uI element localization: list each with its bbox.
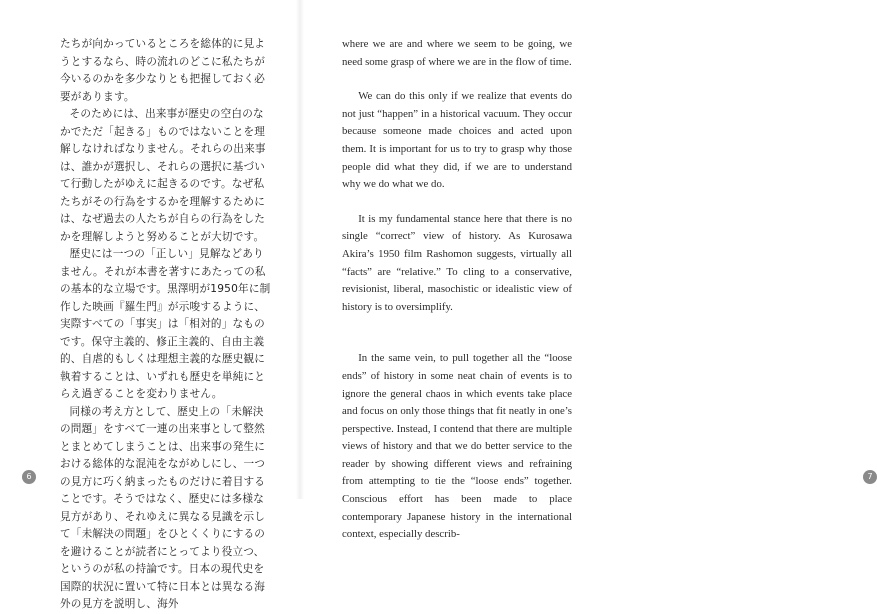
en-paragraph-4: In the same vein, to pull together all the “loose ends” of history in some neat chain of events is to ignore the general chaos in which events take place and focus on only those things that fit neatly in one’s perspective. Instead, I contend that there are multiple views of history and that we do better service to the reader by showing different views and refraining from attempting to tie the “loose ends” together. Conscious effort has been made to place contemporary Japanese history in the international context, especially describ- bbox=[342, 352, 572, 541]
jp-paragraph-2: そのためには、出来事が歴史の空白のなかでただ「起きる」ものではないことを理解しなければなりません。それらの出来事は、誰かが選択し、それらの選択に基づいて行動したがゆえに起きるのです。なぜ私たちがその行為をするかを理解するためには、なぜ過去の人たちが自らの行為をしたかを理解しようと努めることが大切です。 bbox=[60, 108, 266, 243]
jp-paragraph-4: 同様の考え方として、歴史上の「未解決の問題」をすべて一連の出来事として整然とまとめてしまうことは、出来事の発生における総体的な混沌をながめしにし、一つの見方に巧く納まったものだけに着目することです。そうではなく、歴史には多様な見方があり、それゆえに異なる見識を示して「未解決の問題」をひとくくりにするのを避けることが読者にとってより役立つ、というのが私の持論です。日本の現代史を国際的状況に置いて特に日本とは異なる海外の見方を説明し、海外 bbox=[60, 405, 266, 610]
jp-paragraph-1: たちが向かっているところを総体的に見ようとするなら、時の流れのどこに私たちが今いるのかを多少なりとも把握しておく必要があります。 bbox=[60, 38, 266, 103]
japanese-text-column bbox=[60, 36, 273, 614]
en-paragraph-3: It is my fundamental stance here that there is no single “correct” view of history. As Kurosawa Akira’s 1950 film Rashomon suggests, virtually all “facts” are “relative.” To cling to a conservative, revisionist, liberal, masochistic or idealistic view of history is to oversimplify. bbox=[342, 212, 572, 313]
right-page bbox=[300, 0, 873, 541]
jp-paragraph-3: 歴史には一つの「正しい」見解などありません。それが本書を著すにあたっての私の基本的な立場です。黒澤明が1950年に制作した映画『羅生門』が示唆するように、実際すべての「事実」は「相対的」なものです。保守主義的、修正主義的、自由主義的、自虐的もしくは理想主義的な歴史観に執着することは、いずれも歴史を単純にとらえ過ぎることを変わりません。 bbox=[60, 248, 271, 400]
en-paragraph-1: where we are and where we seem to be going, we need some grasp of where we are in the flow of time. bbox=[342, 38, 572, 68]
left-page bbox=[0, 0, 300, 610]
right-page-number: 7 bbox=[863, 470, 877, 484]
english-text-column bbox=[342, 36, 572, 544]
en-paragraph-2: We can do this only if we realize that events do not just “happen” in a historical vacuum. They occur because someone made choices and acted upon them. It is important for us to try to grasp why those people did what they did, if we are to understand why we do what we do. bbox=[342, 90, 572, 191]
left-page-number: 6 bbox=[22, 470, 36, 484]
